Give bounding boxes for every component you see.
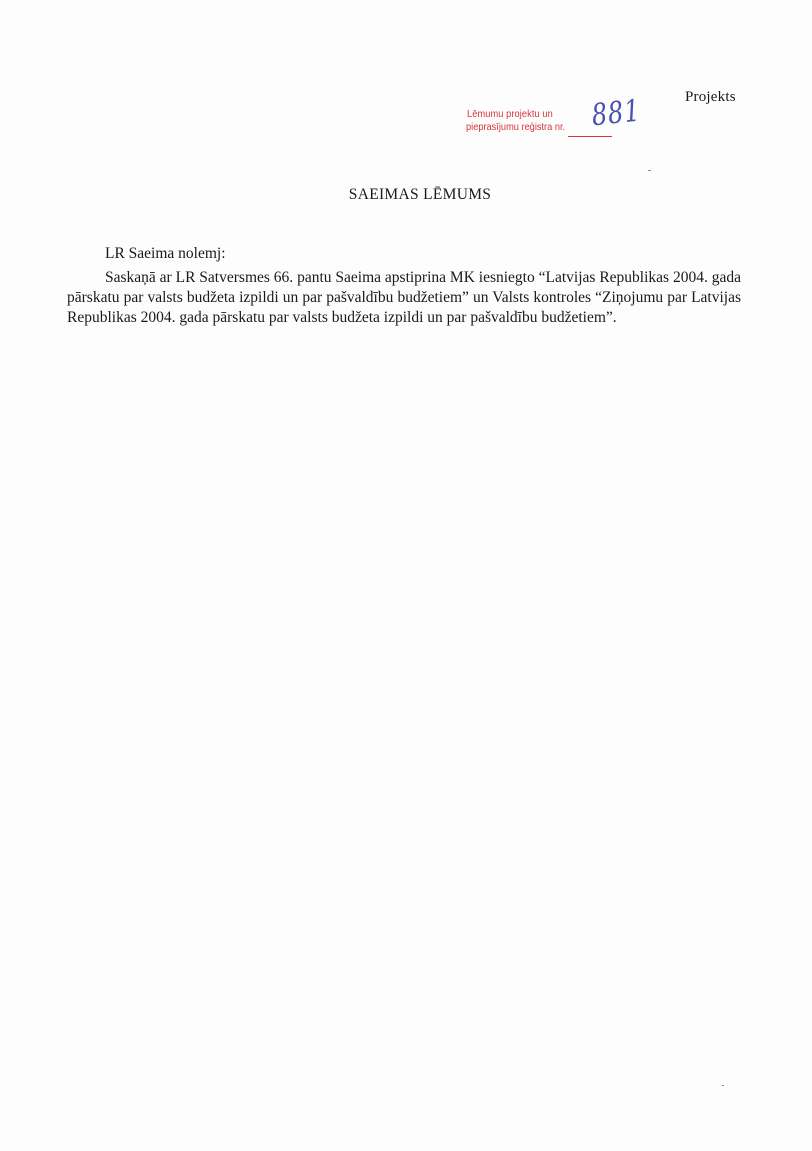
scan-speck: [648, 170, 651, 171]
document-intro: LR Saeima nolemj:: [105, 245, 226, 262]
stamp-line-1: Lēmumu projektu un: [467, 108, 553, 120]
document-body: Saskaņā ar LR Satversmes 66. pantu Saeima apstiprina MK iesniegto “Latvijas Republikas 2004. gada pārskatu par valsts budžeta izpildi un par pašvaldību budžetiem” un Valsts kontroles “Ziņojumu par Latvijas Republikas 2004. gada pārskatu par valsts budžeta izpildi un par pašvaldību budžetiem”.: [67, 269, 741, 326]
document-title: SAEIMAS LĒMUMS: [348, 186, 492, 203]
stamp-handwritten-number: 881: [590, 92, 643, 133]
stamp-line-2: pieprasījumu reģistra nr.: [466, 121, 566, 133]
projekts-label: Projekts: [685, 89, 736, 105]
stamp-underline: [568, 136, 612, 137]
scan-speck: [722, 1085, 724, 1086]
registry-stamp: [466, 92, 643, 144]
